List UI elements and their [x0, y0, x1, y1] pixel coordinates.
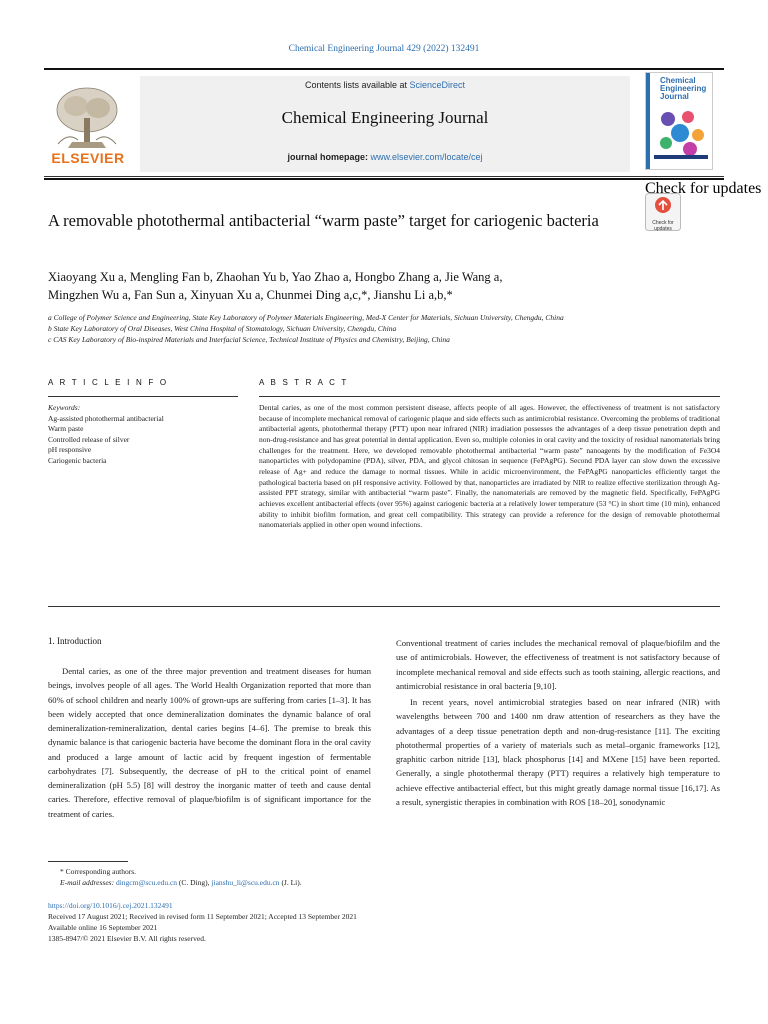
- affiliation-c: c CAS Key Laboratory of Bio-inspired Materials and Interfacial Science, Technical Institute of Physics and Chemistry, Beijing, China: [48, 335, 450, 344]
- intro-paragraph-3: In recent years, novel antimicrobial strategies based on near infrared (NIR) with wavelengths between 700 and 1400 nm draw attention of researchers as they have the advantages of a deep tissue penetration depth and non-drug-resistance [11]. The exciting photothermal properties of a variety of materials such as metal–organic frameworks [12], graphitic carbon nitride [13], black phosphorus [14] and MXene [15] have been reported. Generally, a single photothermal therapy (PTT) requires a relatively high temperature to achieve effective antibacterial effect, but this might greatly damage normal tissue [16,17]. As a result, synergistic therapies in combination with ROS [18–20], sonodynamic: [396, 697, 720, 807]
- keyword-item: pH responsive: [48, 445, 92, 455]
- keyword-item: Warm paste: [48, 424, 84, 434]
- affiliation-b: b State Key Laboratory of Oral Diseases, West China Hospital of Stomatology, Sichuan University, Chengdu, China: [48, 324, 397, 333]
- keyword-item: Ag-assisted photothermal antibacterial: [48, 413, 164, 423]
- abstract-rule: [259, 396, 720, 397]
- received-dates: Received 17 August 2021; Received in revised form 11 September 2021; Accepted 13 September 2021: [48, 912, 357, 921]
- copyright-line: 1385-8947/© 2021 Elsevier B.V. All rights reserved.: [48, 934, 206, 943]
- email-owner-li: (J. Li).: [279, 878, 302, 887]
- contents-prefix: Contents lists available at: [304, 80, 410, 90]
- corresponding-authors-note: * Corresponding authors.: [60, 867, 137, 876]
- available-online: Available online 16 September 2021: [48, 923, 158, 932]
- journal-cover-thumbnail[interactable]: [645, 72, 713, 170]
- footnote-block: [60, 866, 720, 888]
- intro-paragraph-1: Dental caries, as one of the three major prevention and treatment diseases for human beings, involves people of all ages. The World Health Organization reported that more than 60% of school children and nearly 100% of grown-ups are suffering from caries [1–3]. It has been widely accepted that once demineralization dominates the dynamic balance of oral demineralization-remineralization, dental caries begins [4–6]. The premise to break this dynamic balance is that cariogenic bacteria have become the dominant flora in the oral cavity and produced a large amount of lactic acid by frequent ingestion of fermentable carbohydrates [7]. Subsequently, the decrease of pH to the critical point of enamel demineralization (pH 5.5) [8] will destroy the inorganic matter of teeth and cause dental caries. Therefore, effective removal of plaque/biofilm is of significant importance for the treatment of caries.: [48, 666, 371, 819]
- journal-citation-line[interactable]: Chemical Engineering Journal 429 (2022) 132491: [288, 44, 480, 54]
- doi-link[interactable]: https://doi.org/10.1016/j.cej.2021.132491: [48, 901, 173, 910]
- cover-title-line-1: Chemical: [660, 76, 696, 85]
- header-bottom-rule-thick: [44, 178, 724, 180]
- intro-paragraph-2: Conventional treatment of caries includes the mechanical removal of plaque/biofilm and the use of antimicrobials. However, the effectiveness of treatment is not satisfactory because of incomplete mechanical removal and side effects such as tooth staining, allergic reactions, and antimicrobial resistance in oral bacteria [9,10].: [396, 638, 720, 691]
- article-info-label: A R T I C L E I N F O: [48, 378, 169, 387]
- cover-title: [660, 77, 706, 101]
- authors-line-1: Xiaoyang Xu a, Mengling Fan b, Zhaohan Yu b, Yao Zhao a, Hongbo Zhang a, Jie Wang a,: [48, 270, 503, 284]
- affiliations: [48, 312, 728, 345]
- contents-available-line: [140, 80, 630, 90]
- article-title: A removable photothermal antibacterial “warm paste” target for cariogenic bacteria: [48, 211, 599, 230]
- left-column: [48, 664, 371, 821]
- footnote-rule: [48, 861, 128, 862]
- article-info-rule: [48, 396, 238, 397]
- keywords-label: Keywords:: [48, 403, 81, 412]
- email-label: E-mail addresses:: [60, 878, 116, 887]
- publication-info: [48, 900, 728, 944]
- cover-artwork: [654, 107, 708, 159]
- sciencedirect-link[interactable]: ScienceDirect: [409, 80, 466, 90]
- abstract-label: A B S T R A C T: [259, 378, 349, 387]
- cover-spine: [646, 73, 650, 169]
- homepage-link[interactable]: www.elsevier.com/locate/cej: [370, 152, 483, 162]
- keyword-item: Controlled release of silver: [48, 434, 130, 444]
- email-link-li[interactable]: jianshu_li@scu.edu.cn: [211, 878, 280, 887]
- homepage-prefix: journal homepage:: [287, 152, 371, 162]
- check-updates-text[interactable]: Check for updates: [652, 220, 674, 232]
- section-heading-introduction: 1. Introduction: [48, 636, 102, 646]
- email-owner-ding: (C. Ding),: [177, 878, 212, 887]
- email-link-ding[interactable]: dingcm@scu.edu.cn: [115, 878, 178, 887]
- publisher-wordmark: ELSEVIER: [51, 150, 125, 166]
- check-updates-label: Check for updates: [645, 180, 762, 197]
- keywords-block: [48, 403, 238, 467]
- cover-title-line-3: Journal: [660, 92, 689, 101]
- abstract-text: Dental caries, as one of the most common persistent disease, affects people of all ages. However, the effectiveness of treatment is not satisfactory because of incomplete mechanical removal of cariogenic plaque and side effects such as antimicrobial resistance. Overcoming the problems of traditional antibacterial agents, photothermal therapy (PTT) upon near infrared (NIR) irradiation possesses the advantages of a deep tissue penetration depth and non-drug-resistance and has great potential in dental application. Even so, multiple colonies in oral cavity and the toxicity of residual nanomaterials bring challenges for the treatment. Here, we developed removable photothermal antibacterial “warm paste” nanoagents by the modification of Fe3O4 nanoparticles with polydopamine (PDA), silver, PDA, and glycol chitosan in sequence (FePAgPG). Second PDA layer can slow down the excessive release of Ag+ and reduce the damage to normal tissues. While in acidic microenvironment, the FePAgPG nanoparticles efficiently target the pathological bacteria based on pH responsive activity. Followed by that, nanoparticles are irradiated by NIR to realize effective sterilization through Ag-assisted PPT strategy, similar with antibacterial “warm paste”. Finally, the nanomaterials are removed by the magnetic field. Specifically, FePAgPG achieves excellent antibacterial effects (over 95%) against cariogenic bacteria at a relatively lower temperature (53 °C) in short time (10 min), enhanced ability to inhibit biofilm formation, and great cell compatibility. This strategy can provide a reference for the design of removable photothermal nanomaterials applied in other open wound infections.: [259, 403, 720, 530]
- right-column: [396, 636, 720, 809]
- header-top-rule: [44, 68, 724, 70]
- journal-title: Chemical Engineering Journal: [281, 108, 489, 127]
- header-bottom-rule: [44, 176, 724, 177]
- author-list: [48, 268, 648, 304]
- affiliation-a: a College of Polymer Science and Engineering, State Key Laboratory of Polymer Materials Engineering, Med-X Center for Materials, Sichuan University, Chengdu, China: [48, 313, 564, 322]
- journal-homepage-line: [140, 152, 630, 162]
- email-line: [60, 877, 720, 888]
- abstract-bottom-rule: [48, 606, 720, 607]
- authors-line-2: Mingzhen Wu a, Fan Sun a, Xinyuan Xu a, Chunmei Ding a,c,*, Jianshu Li a,b,*: [48, 288, 453, 302]
- cover-title-line-2: Engineering: [660, 84, 707, 93]
- keyword-item: Cariogenic bacteria: [48, 455, 107, 465]
